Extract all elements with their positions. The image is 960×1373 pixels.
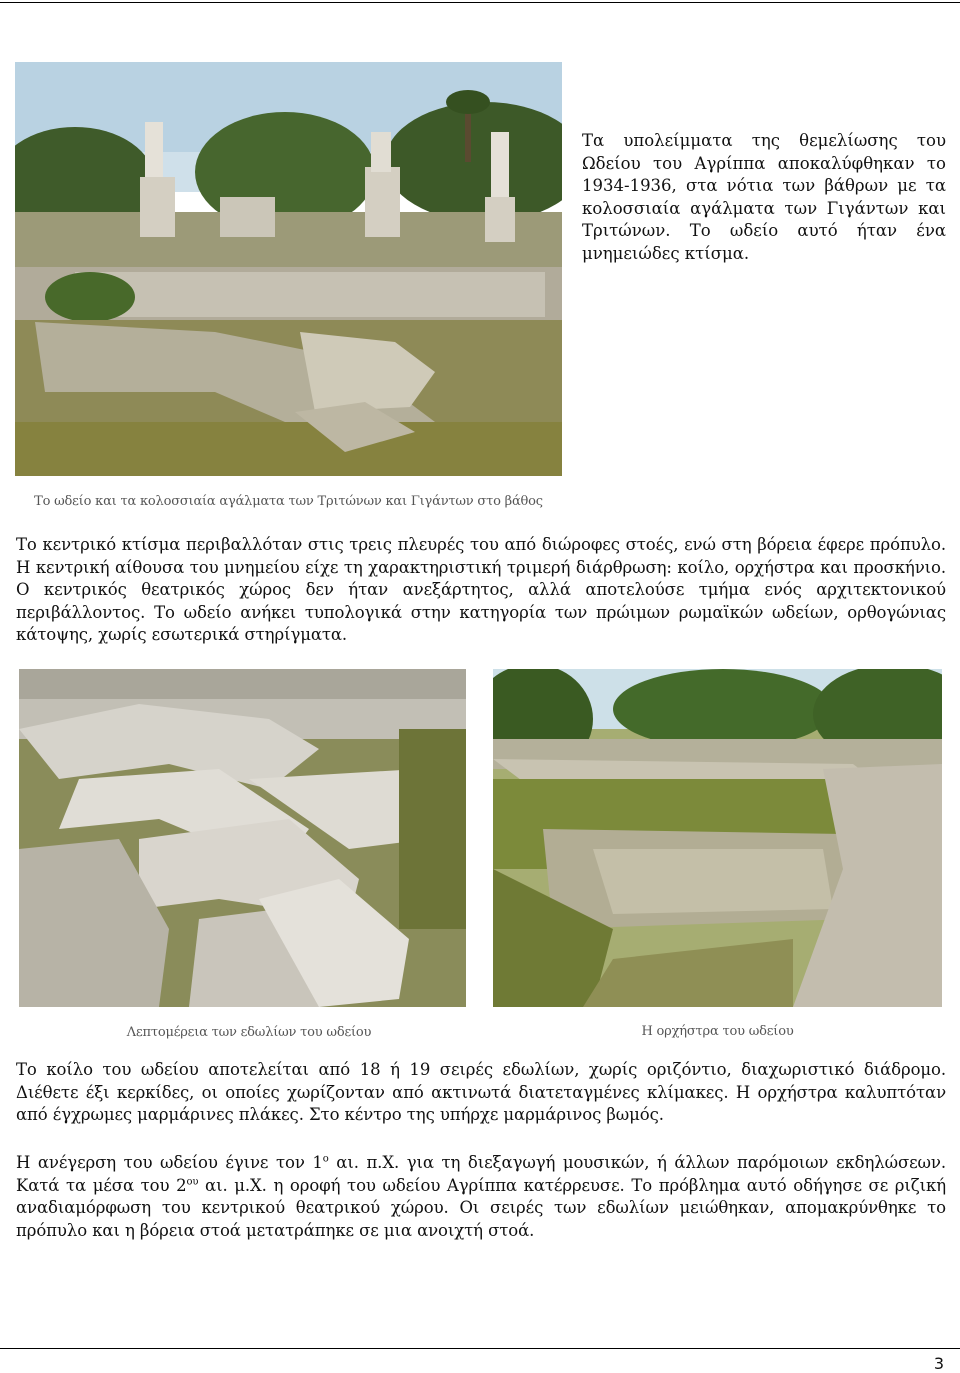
- paragraph-history: [16, 1152, 946, 1242]
- top-rule: [0, 2, 960, 3]
- photo2-caption: Λεπτομέρεια των εδωλίων του ωδείου: [126, 1025, 372, 1040]
- intro-paragraph: Τα υπολείμματα της θεμελίωσης του Ωδείου του Αγρίππα αποκαλύφθηκαν το 1934-1936, στα νότια των βάθρων με τα κολοσσιαία αγάλματα των Γιγάντων και Τριτώνων. Το ωδείο αυτό ήταν ένα μνημειώδες κτίσμα.: [582, 131, 946, 263]
- paragraph-cavea: Το κοίλο του ωδείου αποτελείται από 18 ή 19 σειρές εδωλίων, χωρίς οριζόντιο, διαχωριστικό διάδρομο. Διέθετε έξι κερκίδες, οι οποίες χωρίζονταν από ακτινωτά διατεταγμένες κλίμακες. Η ορχήστρα καλυπτόταν από έγχρωμες μαρμάρινες πλάκες. Στο κέντρο της υπήρχε μαρμάρινος βωμός.: [16, 1060, 946, 1124]
- odeion-overview-photo: [15, 62, 562, 476]
- page-number: 3: [933, 1354, 944, 1373]
- history-sup1: ο: [322, 1153, 329, 1165]
- bottom-rule: [0, 1348, 960, 1349]
- seats-detail-photo: [19, 669, 466, 1007]
- history-part3: αι. μ.Χ. η οροφή του ωδείου Αγρίππα κατέρρευσε. Το πρόβλημα αυτό οδήγησε σε ριζική αναδιαμόρφωση του κεντρικού θεατρικού χώρου. Οι σειρές των εδωλίων μειώθηκαν, απομακρύνθηκε το πρόπυλο και η βόρεια στοά μετατράπηκε σε μια ανοιχτή στοά.: [16, 1175, 946, 1240]
- history-part1: Η ανέγερση του ωδείου έγινε τον 1: [16, 1153, 323, 1172]
- history-part2: αι. π.Χ. για τη διεξαγωγή μουσικών, ή άλλων παρόμοιων εκδηλώσεων. Κατά τα μέσα του 2: [16, 1153, 946, 1195]
- history-sup2: ου: [186, 1176, 199, 1187]
- paragraph-layout: Το κεντρικό κτίσμα περιβαλλόταν στις τρεις πλευρές του από διώροφες στοές, ενώ στη βόρεια έφερε πρόπυλο. Η κεντρική αίθουσα του μνημείου είχε τη χαρακτηριστική τριμερή διάρθρωση: κοίλο, ορχήστρα και προσκήνιο. Ο κεντρικός θεατρικός χώρος δεν ήταν ανεξάρτητος, αλλά αποτελούσε τμήμα ενός αρχιτεκτονικού περιβάλλοντος. Το ωδείο ανήκει τυπολογικά στην κατηγορία των πρώιμων ρωμαϊκών ωδείων, ορθογώνιας κάτοψης, χωρίς εσωτερικά στηρίγματα.: [16, 535, 946, 644]
- photo1-caption: Το ωδείο και τα κολοσσιαία αγάλματα των Τριτώνων και Γιγάντων στο βάθος: [34, 494, 543, 509]
- orchestra-photo: [493, 669, 942, 1007]
- photo3-caption: Η ορχήστρα του ωδείου: [641, 1024, 794, 1039]
